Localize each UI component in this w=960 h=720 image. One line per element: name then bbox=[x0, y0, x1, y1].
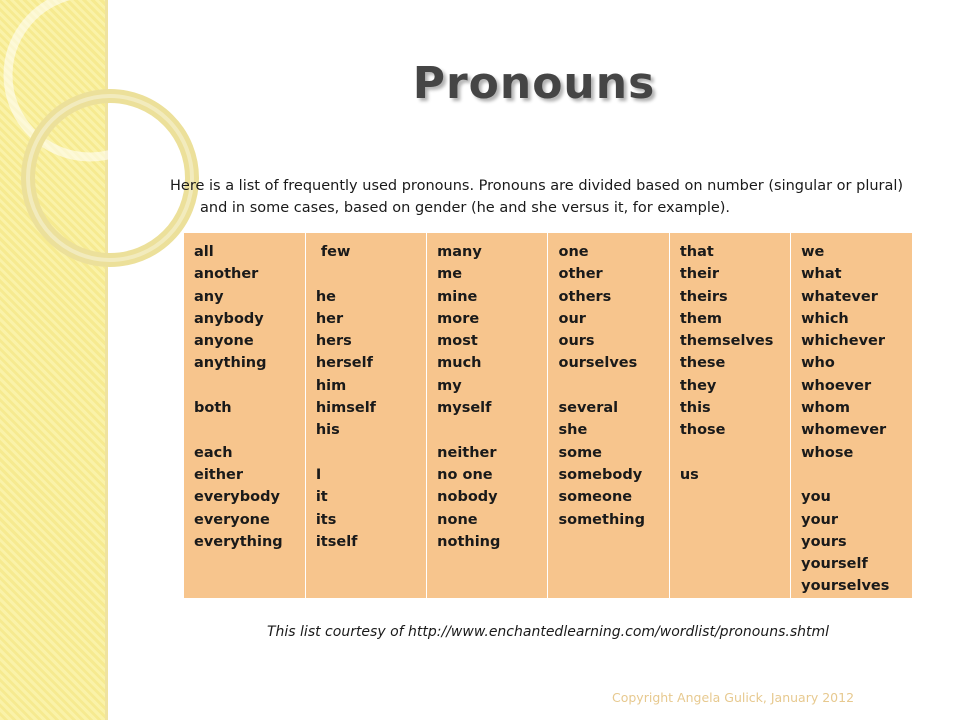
pronoun-word: these bbox=[679, 355, 726, 372]
pronoun-word: anything bbox=[194, 355, 267, 372]
pronoun-word: someone bbox=[558, 489, 633, 506]
pronoun-word: my bbox=[437, 377, 462, 394]
pronoun-word: both bbox=[194, 400, 232, 417]
pronoun-word: none bbox=[437, 511, 478, 528]
pronoun-word: me bbox=[437, 266, 463, 283]
pronoun-word: one bbox=[558, 244, 589, 260]
pronoun-word: his bbox=[315, 422, 340, 439]
pronoun-word bbox=[680, 442, 790, 464]
pronoun-word: any bbox=[194, 288, 224, 305]
pronoun-word: yourselves bbox=[801, 578, 890, 595]
pronoun-word: another bbox=[194, 266, 259, 283]
pronoun-word: whoever bbox=[801, 377, 872, 394]
pronoun-word: herself bbox=[315, 355, 373, 372]
pronoun-word: those bbox=[679, 422, 726, 439]
pronoun-column-2 bbox=[305, 233, 426, 598]
pronoun-column-4 bbox=[548, 233, 669, 598]
pronoun-word: which bbox=[801, 310, 849, 327]
pronoun-word: we bbox=[801, 244, 825, 260]
pronoun-word: ours bbox=[558, 333, 595, 350]
pronoun-word: yours bbox=[801, 533, 847, 550]
copyright-footer: Copyright Angela Gulick, January 2012 bbox=[612, 690, 855, 705]
pronoun-word: theirs bbox=[679, 288, 728, 305]
pronoun-word: few bbox=[315, 244, 351, 260]
pronoun-word bbox=[194, 419, 305, 441]
pronoun-word: anyone bbox=[194, 333, 254, 350]
pronoun-word: your bbox=[801, 511, 839, 528]
pronoun-word bbox=[316, 263, 426, 285]
pronoun-word: whose bbox=[801, 444, 854, 461]
courtesy-note: This list courtesy of http://www.enchantedlearning.com/wordlist/pronouns.shtml bbox=[266, 624, 830, 640]
pronoun-word: I bbox=[315, 466, 322, 483]
pronoun-word: many bbox=[437, 244, 482, 260]
pronoun-word: all bbox=[194, 244, 214, 260]
pronoun-word: either bbox=[194, 466, 244, 483]
pronoun-word: himself bbox=[315, 400, 376, 417]
pronoun-word: you bbox=[801, 489, 831, 506]
pronoun-word: whomever bbox=[801, 422, 887, 439]
pronoun-column-1 bbox=[184, 233, 305, 598]
pronoun-word: them bbox=[679, 310, 723, 327]
pronoun-word: it bbox=[315, 489, 328, 506]
pronoun-word: several bbox=[558, 400, 619, 417]
table-row bbox=[184, 233, 912, 598]
pronoun-word: yourself bbox=[801, 556, 868, 573]
pronoun-word: nothing bbox=[437, 533, 501, 550]
pronoun-word: some bbox=[558, 444, 603, 461]
pronoun-word bbox=[316, 442, 426, 464]
pronoun-word: their bbox=[679, 266, 720, 283]
pronoun-word bbox=[437, 419, 547, 441]
pronoun-word: anybody bbox=[194, 310, 264, 327]
pronoun-word: that bbox=[679, 244, 714, 260]
pronoun-word bbox=[801, 464, 912, 486]
pronoun-word: somebody bbox=[558, 466, 643, 483]
pronoun-word: whatever bbox=[801, 288, 878, 305]
pronoun-column-5 bbox=[669, 233, 790, 598]
intro-paragraph: Here is a list of frequently used pronouns. Pronouns are divided based on number (singular or plural) and in some cases, based on gender (he and she versus it, for example). bbox=[170, 178, 904, 216]
decorative-rings-icon bbox=[0, 0, 200, 300]
pronoun-word: hers bbox=[315, 333, 352, 350]
pronoun-word: its bbox=[315, 511, 337, 528]
pronoun-word: nobody bbox=[437, 489, 498, 506]
pronoun-word: itself bbox=[315, 533, 358, 550]
pronoun-word: what bbox=[801, 266, 842, 283]
pronoun-word: him bbox=[315, 377, 347, 394]
pronoun-word: she bbox=[558, 422, 588, 439]
pronoun-word: everything bbox=[194, 533, 283, 550]
pronoun-word: myself bbox=[437, 400, 492, 417]
pronoun-word: who bbox=[801, 355, 835, 372]
pronoun-word: our bbox=[558, 310, 586, 327]
pronoun-word: others bbox=[558, 288, 612, 305]
pronoun-column-6 bbox=[791, 233, 912, 598]
pronoun-word: something bbox=[558, 511, 645, 528]
pronoun-column-3 bbox=[427, 233, 548, 598]
pronoun-word: no one bbox=[437, 466, 493, 483]
pronoun-word: us bbox=[679, 466, 699, 483]
pronoun-word: neither bbox=[437, 444, 497, 461]
pronoun-word: whom bbox=[801, 400, 850, 417]
pronoun-word: much bbox=[437, 355, 482, 372]
pronoun-word: they bbox=[679, 377, 717, 394]
pronoun-word: ourselves bbox=[558, 355, 638, 372]
pronoun-word: most bbox=[437, 333, 478, 350]
pronoun-word bbox=[558, 375, 668, 397]
pronoun-word: he bbox=[315, 288, 336, 305]
pronoun-word: everyone bbox=[194, 511, 270, 528]
pronoun-word: each bbox=[194, 444, 233, 461]
pronoun-word: everybody bbox=[194, 489, 280, 506]
pronoun-word: themselves bbox=[679, 333, 774, 350]
pronoun-word: other bbox=[558, 266, 603, 283]
pronoun-table bbox=[184, 233, 912, 598]
pronoun-word bbox=[194, 375, 305, 397]
pronoun-word: more bbox=[437, 310, 480, 327]
pronoun-word: her bbox=[315, 310, 344, 327]
pronoun-word: this bbox=[679, 400, 711, 417]
slide-title: Pronouns bbox=[412, 58, 656, 109]
pronoun-word: mine bbox=[437, 288, 478, 305]
pronoun-word: whichever bbox=[801, 333, 886, 350]
